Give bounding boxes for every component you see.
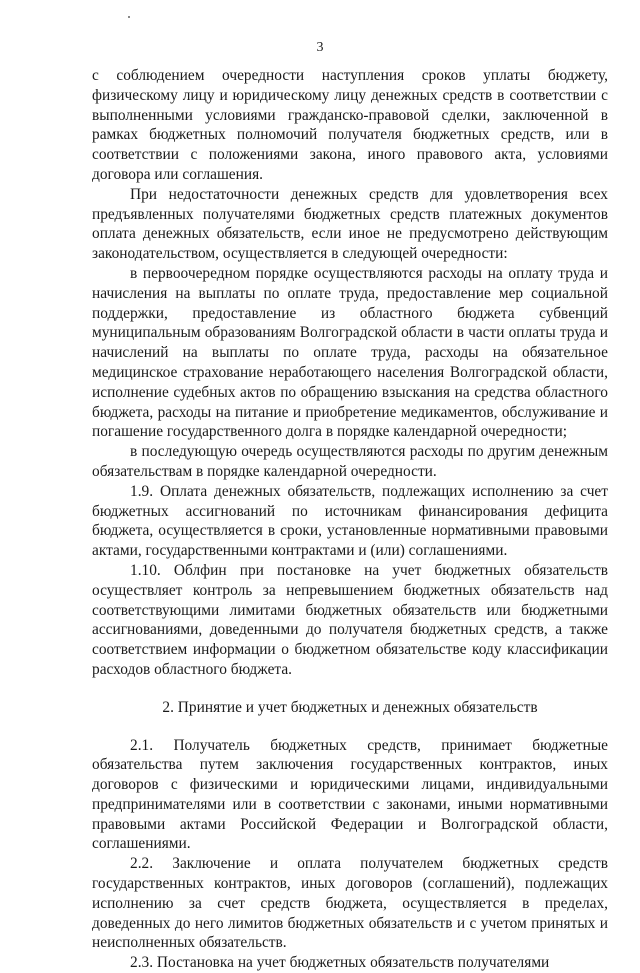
document-body: [92, 66, 608, 973]
paragraph: При недостаточности денежных средств для удовлетворения всех предъявленных получателями бюджетных средств платежных документов оплата денежных обязательств, если иное не предусмотрено действующим законодательством, осуществляется в следующей очередности:: [92, 185, 608, 263]
paragraph: в последующую очередь осуществляются расходы по другим денежным обязательствам в порядке календарной очередности.: [92, 443, 608, 480]
scan-mark: [128, 16, 130, 18]
page-number: 3: [316, 40, 324, 55]
section-heading: 2. Принятие и учет бюджетных и денежных обязательств: [162, 698, 538, 716]
paragraph: 1.9. Оплата денежных обязательств, подлежащих исполнению за счет бюджетных ассигнований по источникам финансирования дефицита бюджета, осуществляется в сроки, установленные нормативными правовыми актами, государственными контрактами и (или) соглашениями.: [92, 482, 608, 560]
paragraph: 2.1. Получатель бюджетных средств, принимает бюджетные обязательства путем заключения государственных контрактов, иных договоров с физическими и юридическими лицами, индивидуальными предпринимателями или в соответствии с законами, иными нормативными правовыми актами Российской Федерации и Волгоградской области, соглашениями.: [92, 736, 608, 853]
paragraph: 2.2. Заключение и оплата получателем бюджетных средств государственных контрактов, иных договоров (соглашений), подлежащих исполнению за счет средств бюджета, осуществляется в пределах, доведенных до него лимитов бюджетных обязательств и с учетом принятых и неисполненных обязательств.: [92, 855, 608, 952]
paragraph: 2.3. Постановка на учет бюджетных обязательств получателями: [130, 954, 550, 972]
paragraph: 1.10. Облфин при постановке на учет бюджетных обязательств осуществляет контроль за непревышением бюджетных обязательств над соответствующими лимитами бюджетных обязательств или бюджетными ассигнованиями, доведенными до получателя бюджетных средств, а также соответствием информации о бюджетном обязательстве коду классификации расходов областного бюджета.: [92, 561, 608, 678]
paragraph: с соблюдением очередности наступления сроков уплаты бюджету, физическому лицу и юридическому лицу денежных средств в соответствии с выполненными условиями гражданско-правовой сделки, заключенной в рамках бюджетных полномочий получателя бюджетных средств, или в соответствии с положениями закона, иного правового акта, условиями договора или соглашения.: [92, 67, 608, 183]
paragraph: в первоочередном порядке осуществляются расходы на оплату труда и начисления на выплаты по оплате труда, предоставление мер социальной поддержки, предоставление из областного бюджета субвенций муниципальным образованиям Волгоградской области в части оплаты труда и начислений на выплаты по оплате труда, расходы на обязательное медицинское страхование неработающего населения Волгоградской области, исполнение судебных актов по обращению взыскания на средства областного бюджета, расходы на питание и приобретение медикаментов, обслуживание и погашение государственного долга в порядке календарной очередности;: [92, 264, 608, 441]
